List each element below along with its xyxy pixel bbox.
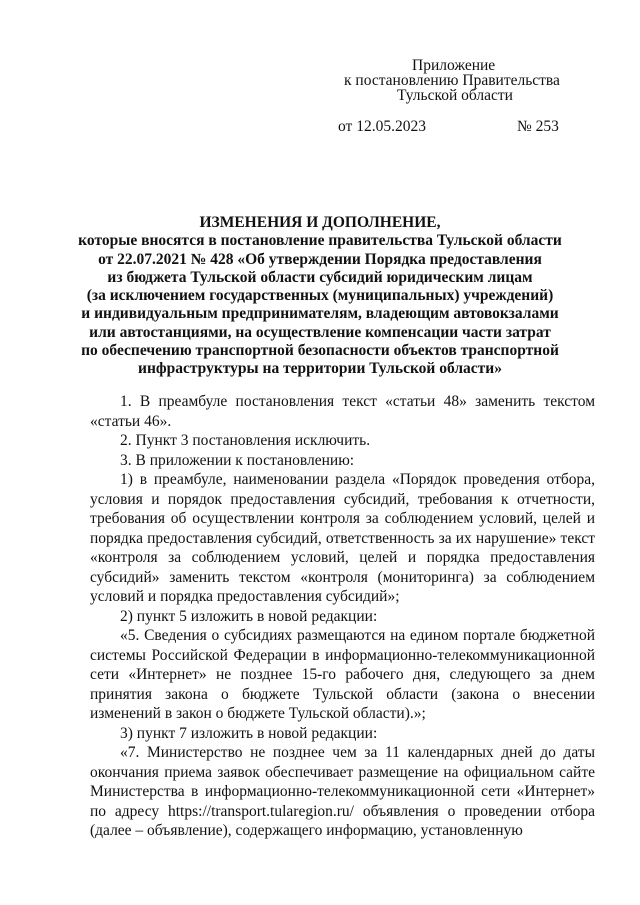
- document-title: [60, 214, 580, 379]
- title-line: которые вносятся в постановление правительства Тульской области: [78, 232, 562, 250]
- appendix-label: Приложение: [412, 57, 496, 74]
- title-line: ИЗМЕНЕНИЯ И ДОПОЛНЕНИЕ,: [199, 214, 441, 231]
- paragraph-item-3: 3. В приложении к постановлению:: [120, 451, 355, 469]
- title-line: и индивидуальным предпринимателям, владеющим автовокзалами: [81, 305, 559, 323]
- paragraph-subitem-1: 1) в преамбуле, наименовании раздела «Порядок проведения отбора, условия и порядок предоставления субсидий, требования к отчетности, требования об осуществлении контроля за соблюдением условий, целей и порядка предоставления субсидий, ответственность за их нарушение» текст «контроля за соблюдением условий, целей и порядка предоставления субсидий» заменить текстом «контроля (мониторинга) за соблюдением условий и порядка предоставления субсидий»;: [90, 471, 595, 605]
- paragraph-quote-7: «7. Министерство не позднее чем за 11 календарных дней до даты окончания приема заявок обеспечивает размещение на официальном сайте Министерства в информационно-телекоммуникационной сети «Интернет» по адресу https://transport.tularegion.ru/ объявления о проведении отбора (далее – объявление), содержащего информацию, установленную: [90, 744, 595, 839]
- title-line: по обеспечению транспортной безопасности объектов транспортной: [81, 342, 559, 360]
- paragraph-subitem-2: 2) пункт 5 изложить в новой редакции:: [120, 607, 378, 625]
- appendix-region: Тульской области: [397, 87, 513, 104]
- appendix-to-decree: к постановлению Правительства: [344, 72, 560, 89]
- decree-number: № 253: [517, 118, 559, 135]
- document-body: [90, 392, 595, 841]
- paragraph-item-1: 1. В преамбуле постановления текст «статьи 48» заменить текстом «статьи 46».: [90, 393, 595, 430]
- paragraph-subitem-3: 3) пункт 7 изложить в новой редакции:: [120, 724, 378, 742]
- paragraph-quote-5: «5. Сведения о субсидиях размещаются на едином портале бюджетной системы Российской Федерации в информационно-телекоммуникационной сети «Интернет» не позднее 15-го рабочего дня, следующего за днем принятия закона о бюджете Тульской области (закона о внесении изменений в закон о бюджете Тульской области).»;: [90, 627, 595, 722]
- paragraph-item-2: 2. Пункт 3 постановления исключить.: [120, 432, 371, 449]
- title-line: из бюджета Тульской области субсидий юридическим лицам: [107, 268, 533, 286]
- decree-date: от 12.05.2023: [338, 118, 426, 135]
- title-line: (за исключением государственных (муниципальных) учреждений): [86, 287, 554, 305]
- title-line: инфраструктуры на территории Тульской области»: [138, 360, 502, 378]
- title-line: или автостанциями, на осуществление компенсации части затрат: [89, 323, 551, 341]
- title-line: от 22.07.2021 № 428 «Об утверждении Порядка предоставления: [98, 250, 542, 268]
